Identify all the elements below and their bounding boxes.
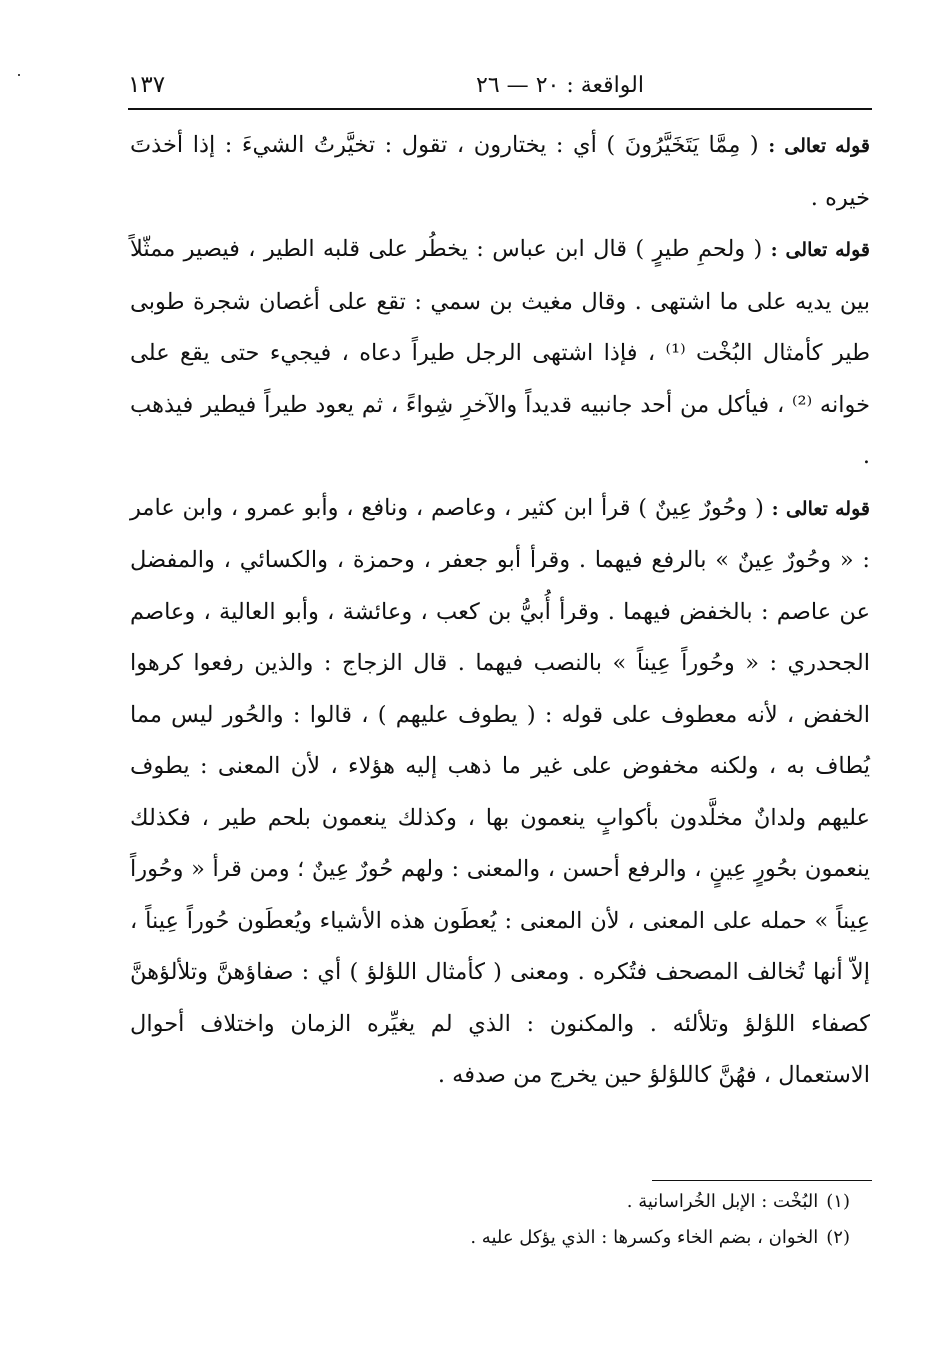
verse-lemma: قوله تعالى : bbox=[771, 497, 870, 520]
footnotes bbox=[130, 1184, 850, 1256]
footnote-rule bbox=[652, 1180, 872, 1181]
footnote-number: (١) bbox=[826, 1191, 850, 1212]
paragraph-1 bbox=[130, 120, 870, 224]
header-rule bbox=[128, 108, 872, 110]
footnote-number: (٢) bbox=[826, 1227, 850, 1248]
paragraph-text: ( مِمَّا يَتَخَيَّرُونَ ) أي : يختارون ، تقول : تخيَّرتُ الشيءَ : إذا أخذتَ خيره . bbox=[130, 132, 870, 211]
footnote-2 bbox=[130, 1220, 850, 1256]
body-text bbox=[130, 120, 870, 1102]
paragraph-text: ( ولحمِ طيرٍ ) قال ابن عباس : يخطُر على قلبه الطير ، فيصير ممثّلاً بين يديه على ما اشتهى . وقال مغيث بن سمي : تقع على أغصان شجرة طوبى طير كأمثال البُخْت ⁽¹⁾ ، فإذا اشتهى الرجل طيراً دعاه ، فيجيء حتى يقع على خوانه ⁽²⁾ ، فيأكل من أحد جانبيه قديداً والآخرِ شِواءً ، ثم يعود طيراً فيطير فيذهب . bbox=[130, 236, 870, 469]
scan-speck bbox=[18, 74, 20, 76]
verse-lemma: قوله تعالى : bbox=[770, 239, 870, 261]
page-header bbox=[128, 66, 872, 104]
paragraph-2 bbox=[130, 224, 870, 483]
paragraph-text: ( وحُورٌ عِينٌ ) قرأ ابن كثير ، وعاصم ، ونافع ، وأبو عمرو ، وابن عامر : « وحُورٌ عِينٌ » بالرفع فيهما . وقرأ أبو جعفر ، وحمزة ، والكسائي ، والمفضل عن عاصم : بالخفض فيهما . وقرأ أُبيُّ بن كعب ، وعائشة ، وأبو العالية ، وعاصم الجحدري : « وحُوراً عِيناً » بالنصب فيهما . قال الزجاج : والذين رفعوا كرهوا الخفض ، لأنه معطوف على قوله : ( يطوف عليهم ) ، قالوا : والحُور ليس مما يُطاف به ، ولكنه مخفوض على غير ما ذهب إليه هؤلاء ، لأن المعنى : يطوف عليهم ولدانٌ مخلَّدون بأكوابٍ ينعمون بها ، وكذلك ينعمون بلحم طير ، فكذلك ينعمون بحُورٍ عِينٍ ، والرفع أحسن ، والمعنى : ولهم حُورٌ عِينٌ ؛ ومن قرأ « وحُوراً عِيناً » حمله على المعنى ، لأن المعنى : يُعطَون هذه الأشياء ويُعطَون حُوراً عِيناً ، إلاّ أنها تُخالف المصحف فتُكره . ومعنى ( كأمثال اللؤلؤ ) أي : صفاؤهنَّ وتلألؤهنَّ كصفاء اللؤلؤ وتلألئه . والمكنون : الذي لم يغيِّره الزمان واختلاف أحوال الاستعمال ، فهُنَّ كاللؤلؤ حين يخرج من صدفه . bbox=[130, 494, 870, 1088]
footnote-text: البُخْت : الإبل الخُراسانية . bbox=[626, 1191, 819, 1212]
verse-lemma: قوله تعالى : bbox=[768, 135, 870, 157]
page-number: ١٣٧ bbox=[128, 72, 166, 98]
footnote-1 bbox=[130, 1184, 850, 1220]
footnote-text: الخوان ، بضم الخاء وكسرها : الذي يؤكل عليه . bbox=[470, 1227, 819, 1248]
paragraph-3 bbox=[130, 483, 870, 1102]
running-head: الواقعة : ٢٠ — ٢٦ bbox=[476, 72, 644, 98]
